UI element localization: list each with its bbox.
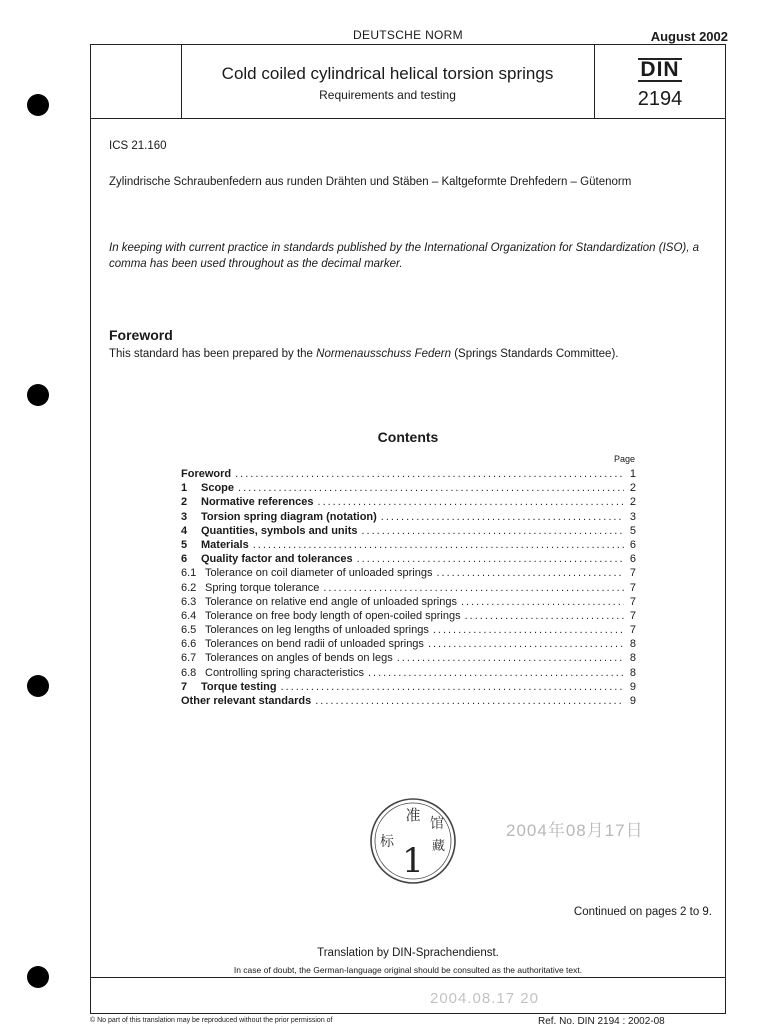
toc-title: Foreword <box>181 468 232 480</box>
seal-number: 1 <box>402 841 424 881</box>
toc-number: 7 <box>181 680 188 693</box>
norm-label: DEUTSCHE NORM <box>353 28 463 42</box>
german-title: Zylindrische Schraubenfedern aus runden Drähten und Stäben – Kaltgeformte Drehfedern – Gütenorm <box>109 176 632 188</box>
toc-row <box>181 468 636 482</box>
toc-leader-dots <box>318 496 624 508</box>
toc-leader-dots <box>368 667 624 679</box>
punch-hole <box>27 384 49 406</box>
seal-char-right: 馆 <box>430 816 444 832</box>
foreword-text-after: (Springs Standards Committee). <box>451 348 619 360</box>
toc-row <box>181 582 636 596</box>
library-seal <box>368 796 458 886</box>
toc-row <box>181 638 636 652</box>
toc-row <box>181 567 636 581</box>
toc-number: 6.8 <box>181 666 197 679</box>
din-logo <box>594 58 726 82</box>
toc-title: Quantities, symbols and units <box>201 524 358 537</box>
toc-row <box>181 553 636 567</box>
authoritative-text-note: In case of doubt, the German-language original should be consulted as the authoritative text. <box>233 965 583 975</box>
toc-page-number: 2 <box>629 482 636 495</box>
publication-date: August 2002 <box>650 29 728 44</box>
toc-title: Tolerances on leg lengths of unloaded springs <box>205 624 429 637</box>
toc-page-number: 7 <box>629 567 636 580</box>
toc-number: 3 <box>181 510 188 523</box>
toc-title: Torsion spring diagram (notation) <box>201 510 377 523</box>
toc-title: Tolerance on relative end angle of unloaded springs <box>205 595 457 608</box>
foreword-text-before: This standard has been prepared by the <box>109 348 317 360</box>
toc-number: 6.3 <box>181 595 197 608</box>
toc-title: Tolerances on angles of bends on legs <box>205 652 393 665</box>
page-column-label: Page <box>613 454 635 464</box>
foreword-heading: Foreword <box>109 327 173 343</box>
toc-title: Tolerance on free body length of open-coiled springs <box>205 609 461 622</box>
toc-title: Materials <box>201 538 249 551</box>
seal-icon <box>368 796 458 886</box>
toc-number: 5 <box>181 538 188 551</box>
toc-number: 1 <box>181 482 188 495</box>
toc-number: 6.6 <box>181 638 197 651</box>
toc-row <box>181 652 636 666</box>
seal-char-left: 标 <box>380 834 394 850</box>
toc-page-number: 6 <box>629 553 636 566</box>
toc-leader-dots <box>357 553 624 565</box>
document-title: Cold coiled cylindrical helical torsion springs <box>221 64 554 83</box>
toc-row <box>181 539 636 553</box>
toc-title: Tolerance on coil diameter of unloaded springs <box>205 567 433 580</box>
continued-note: Continued on pages 2 to 9. <box>573 906 712 918</box>
toc-leader-dots <box>428 638 624 650</box>
punch-hole <box>27 94 49 116</box>
toc-page-number: 2 <box>629 496 636 509</box>
ics-code: ICS 21.160 <box>109 140 167 152</box>
seal-char-br: 藏 <box>432 839 446 854</box>
toc-title: Torque testing <box>201 680 277 693</box>
toc-page-number: 8 <box>629 652 636 665</box>
toc-leader-dots <box>253 539 624 551</box>
toc-page-number: 8 <box>629 666 636 679</box>
committee-name: Normenausschuss Federn <box>316 348 452 360</box>
toc-page-number: 7 <box>629 624 636 637</box>
toc-leader-dots <box>461 596 624 608</box>
decimal-note: In keeping with current practice in standards published by the International Organization for Standardization (ISO), a comma has been used throughout as the decimal marker. <box>109 242 700 270</box>
toc-title: Other relevant standards <box>181 695 312 707</box>
table-of-contents <box>181 468 636 709</box>
toc-row <box>181 681 636 695</box>
toc-page-number: 1 <box>629 468 636 480</box>
toc-title: Scope <box>201 482 235 495</box>
toc-row <box>181 624 636 638</box>
punch-hole <box>27 675 49 697</box>
toc-page-number: 9 <box>629 680 636 693</box>
din-number: 2194 <box>637 88 683 110</box>
toc-leader-dots <box>433 624 624 636</box>
footer-divider <box>90 977 726 978</box>
toc-title: Normative references <box>201 496 314 509</box>
toc-page-number: 7 <box>629 581 636 594</box>
toc-page-number: 7 <box>629 609 636 622</box>
toc-number: 4 <box>181 524 188 537</box>
seal-char-top: 准 <box>405 806 421 824</box>
toc-row <box>181 511 636 525</box>
toc-page-number: 7 <box>629 595 636 608</box>
toc-leader-dots <box>323 582 624 594</box>
toc-page-number: 5 <box>629 524 636 537</box>
toc-number: 6.4 <box>181 609 197 622</box>
bottom-stamp: 2004.08.17 20 <box>430 990 539 1007</box>
toc-leader-dots <box>397 652 624 664</box>
toc-number: 6.7 <box>181 652 197 665</box>
toc-leader-dots <box>281 681 624 693</box>
toc-row <box>181 667 636 681</box>
date-stamp: 2004年08月17日 <box>506 821 644 840</box>
toc-row <box>181 610 636 624</box>
toc-leader-dots <box>238 482 624 494</box>
toc-page-number: 8 <box>629 638 636 651</box>
toc-page-number: 9 <box>629 695 636 707</box>
translation-note: Translation by DIN-Sprachendienst. <box>317 947 499 959</box>
toc-title: Controlling spring characteristics <box>205 666 364 679</box>
toc-title: Tolerances on bend radii of unloaded springs <box>205 638 424 651</box>
toc-number: 6.5 <box>181 624 197 637</box>
toc-leader-dots <box>315 695 624 707</box>
toc-title: Quality factor and tolerances <box>201 553 353 566</box>
toc-number: 6.2 <box>181 581 197 594</box>
punch-hole <box>27 966 49 988</box>
toc-leader-dots <box>235 468 624 480</box>
reference-number: Ref. No. DIN 2194 : 2002-08 <box>538 1016 665 1027</box>
document-subtitle: Requirements and testing <box>319 88 456 102</box>
copyright-note: © No part of this translation may be reproduced without the prior permission of <box>90 1017 333 1024</box>
toc-leader-dots <box>381 511 624 523</box>
toc-row <box>181 496 636 510</box>
toc-leader-dots <box>361 525 624 537</box>
contents-title: Contents <box>377 429 439 445</box>
din-logo-text: DIN <box>640 58 680 81</box>
toc-number: 6 <box>181 553 188 566</box>
header-divider <box>90 118 726 119</box>
toc-page-number: 6 <box>629 538 636 551</box>
foreword-text <box>109 348 618 360</box>
toc-number: 6.1 <box>181 567 197 580</box>
toc-row <box>181 525 636 539</box>
toc-number: 2 <box>181 496 188 509</box>
toc-row <box>181 482 636 496</box>
toc-row <box>181 695 636 709</box>
toc-leader-dots <box>436 567 624 579</box>
toc-page-number: 3 <box>629 510 636 523</box>
toc-row <box>181 596 636 610</box>
toc-leader-dots <box>465 610 624 622</box>
toc-title: Spring torque tolerance <box>205 581 320 594</box>
